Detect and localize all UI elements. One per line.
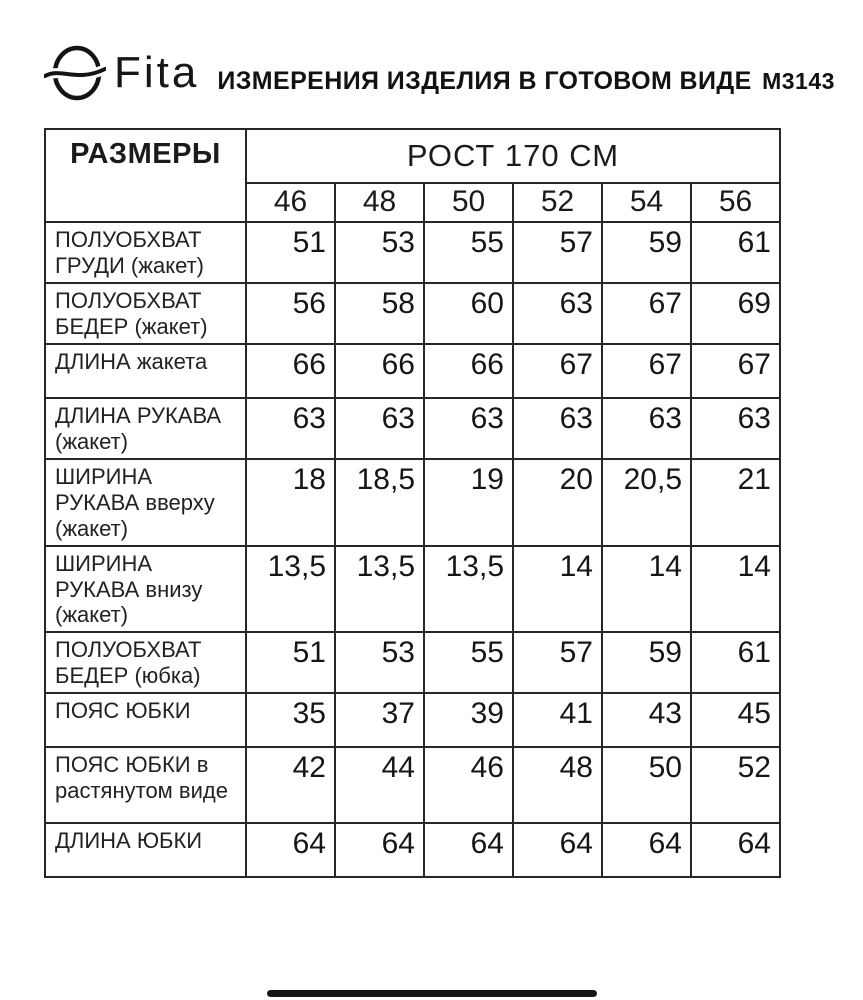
home-indicator-bar — [267, 990, 597, 997]
size-column-header: 46 — [246, 183, 335, 222]
value-cell: 64 — [602, 823, 691, 877]
row-label-cell: ПОЛУОБХВАТ БЕДЕР (жакет) — [45, 283, 246, 344]
header — [0, 0, 863, 102]
value-cell: 20 — [513, 459, 602, 546]
value-cell: 18 — [246, 459, 335, 546]
value-cell: 63 — [513, 398, 602, 459]
value-cell: 55 — [424, 632, 513, 693]
value-cell: 39 — [424, 693, 513, 747]
row-label-cell: ШИРИНА РУКАВА вверху (жакет) — [45, 459, 246, 546]
value-cell: 66 — [424, 344, 513, 398]
table-row — [45, 632, 780, 693]
value-cell: 14 — [691, 546, 780, 633]
table-row — [45, 222, 780, 283]
value-cell: 69 — [691, 283, 780, 344]
value-cell: 63 — [691, 398, 780, 459]
value-cell: 43 — [602, 693, 691, 747]
table-row — [45, 546, 780, 633]
value-cell: 41 — [513, 693, 602, 747]
value-cell: 60 — [424, 283, 513, 344]
corner-header-cell: РАЗМЕРЫ — [45, 129, 246, 222]
value-cell: 18,5 — [335, 459, 424, 546]
value-cell: 59 — [602, 222, 691, 283]
value-cell: 42 — [246, 747, 335, 823]
value-cell: 66 — [335, 344, 424, 398]
table-row — [45, 344, 780, 398]
row-label-cell: ПОЛУОБХВАТ БЕДЕР (юбка) — [45, 632, 246, 693]
size-table-body — [45, 222, 780, 877]
value-cell: 44 — [335, 747, 424, 823]
group-header-row — [45, 129, 780, 183]
group-header-cell: РОСТ 170 СМ — [246, 129, 780, 183]
value-cell: 57 — [513, 632, 602, 693]
value-cell: 51 — [246, 632, 335, 693]
value-cell: 58 — [335, 283, 424, 344]
size-table — [44, 128, 781, 878]
ellipse-wave-logo-icon — [44, 44, 106, 102]
value-cell: 64 — [246, 823, 335, 877]
value-cell: 13,5 — [335, 546, 424, 633]
value-cell: 55 — [424, 222, 513, 283]
size-table-head — [45, 129, 780, 222]
value-cell: 13,5 — [424, 546, 513, 633]
value-cell: 63 — [335, 398, 424, 459]
page-title: ИЗМЕРЕНИЯ ИЗДЕЛИЯ В ГОТОВОМ ВИДЕ — [217, 66, 752, 95]
size-column-header: 48 — [335, 183, 424, 222]
value-cell: 14 — [513, 546, 602, 633]
value-cell: 67 — [691, 344, 780, 398]
value-cell: 63 — [246, 398, 335, 459]
value-cell: 64 — [513, 823, 602, 877]
table-row — [45, 398, 780, 459]
value-cell: 19 — [424, 459, 513, 546]
brand-wordmark: Fita — [114, 48, 200, 97]
table-row — [45, 693, 780, 747]
size-column-header: 50 — [424, 183, 513, 222]
value-cell: 64 — [335, 823, 424, 877]
value-cell: 53 — [335, 632, 424, 693]
value-cell: 61 — [691, 632, 780, 693]
title-block — [217, 67, 835, 96]
size-column-header: 52 — [513, 183, 602, 222]
value-cell: 14 — [602, 546, 691, 633]
size-column-header: 54 — [602, 183, 691, 222]
value-cell: 67 — [602, 344, 691, 398]
row-label-cell: ДЛИНА ЮБКИ — [45, 823, 246, 877]
value-cell: 64 — [691, 823, 780, 877]
value-cell: 46 — [424, 747, 513, 823]
brand-logo — [44, 44, 199, 102]
value-cell: 64 — [424, 823, 513, 877]
model-code: М3143 — [762, 67, 835, 94]
table-row — [45, 459, 780, 546]
value-cell: 20,5 — [602, 459, 691, 546]
value-cell: 57 — [513, 222, 602, 283]
value-cell: 45 — [691, 693, 780, 747]
value-cell: 66 — [246, 344, 335, 398]
value-cell: 21 — [691, 459, 780, 546]
row-label-cell: ПОЯС ЮБКИ — [45, 693, 246, 747]
value-cell: 52 — [691, 747, 780, 823]
table-row — [45, 823, 780, 877]
row-label-cell: ДЛИНА РУКАВА (жакет) — [45, 398, 246, 459]
value-cell: 63 — [424, 398, 513, 459]
table-row — [45, 747, 780, 823]
value-cell: 63 — [513, 283, 602, 344]
value-cell: 67 — [602, 283, 691, 344]
value-cell: 59 — [602, 632, 691, 693]
size-column-header: 56 — [691, 183, 780, 222]
row-label-cell: ПОЛУОБХВАТ ГРУДИ (жакет) — [45, 222, 246, 283]
row-label-cell: ДЛИНА жакета — [45, 344, 246, 398]
value-cell: 50 — [602, 747, 691, 823]
value-cell: 67 — [513, 344, 602, 398]
value-cell: 63 — [602, 398, 691, 459]
value-cell: 51 — [246, 222, 335, 283]
value-cell: 61 — [691, 222, 780, 283]
value-cell: 56 — [246, 283, 335, 344]
value-cell: 53 — [335, 222, 424, 283]
value-cell: 48 — [513, 747, 602, 823]
table-row — [45, 283, 780, 344]
value-cell: 37 — [335, 693, 424, 747]
value-cell: 35 — [246, 693, 335, 747]
value-cell: 13,5 — [246, 546, 335, 633]
row-label-cell: ШИРИНА РУКАВА внизу (жакет) — [45, 546, 246, 633]
row-label-cell: ПОЯС ЮБКИ в растянутом виде — [45, 747, 246, 823]
